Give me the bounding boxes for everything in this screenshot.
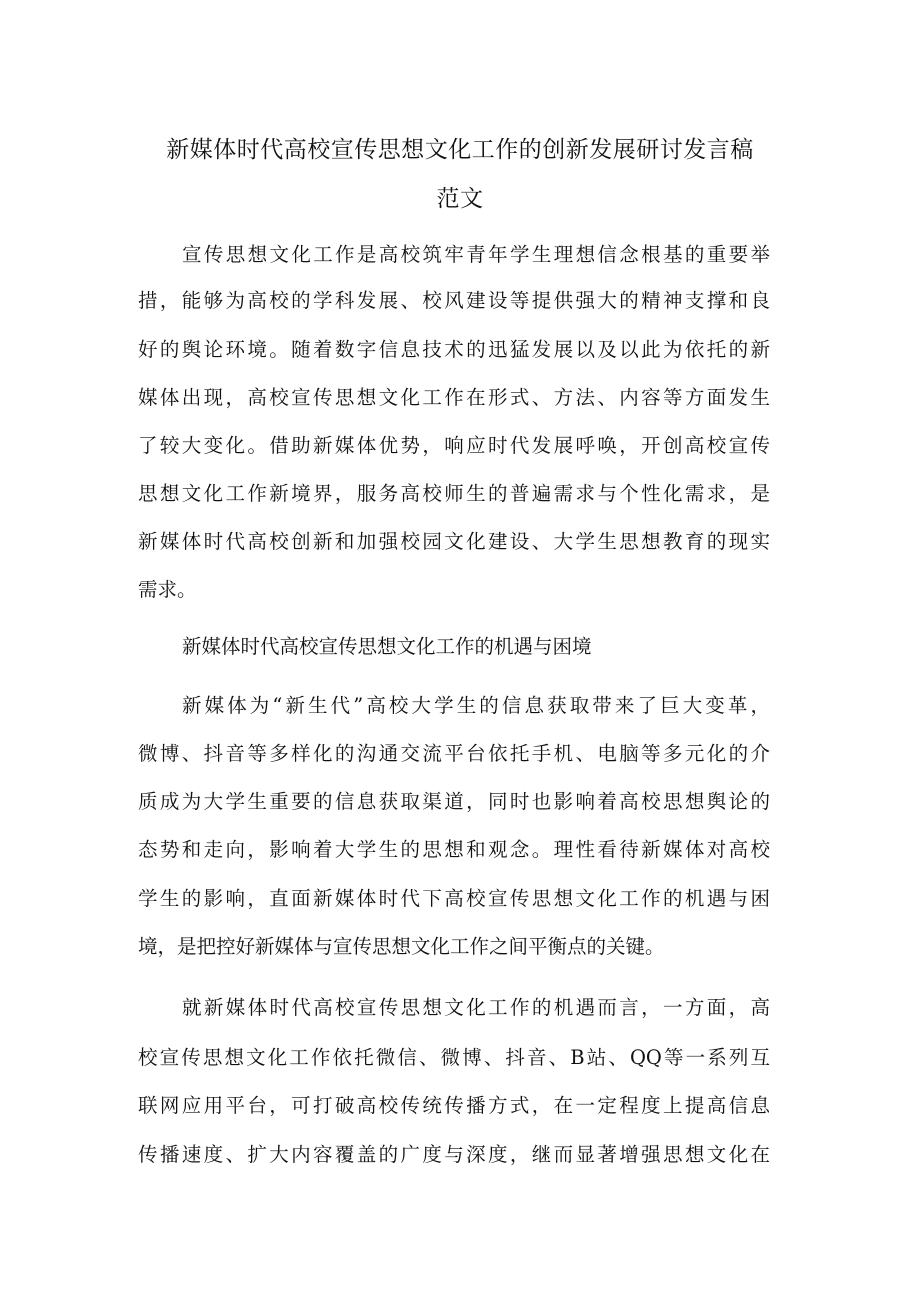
paragraph-1-line: 思想文化工作新境界，服务高校师生的普遍需求与个性化需求，是	[138, 482, 770, 505]
paragraph-3-line: 就新媒体时代高校宣传思想文化工作的机遇而言，一方面，高	[182, 996, 770, 1019]
paragraph-2-line: 学生的影响，直面新媒体时代下高校宣传思想文化工作的机遇与困	[138, 887, 770, 910]
paragraph-1-line: 宣传思想文化工作是高校筑牢青年学生理想信念根基的重要举	[182, 243, 770, 266]
paragraph-1-line: 好的舆论环境。随着数字信息技术的迅猛发展以及以此为依托的新	[138, 338, 770, 361]
paragraph-1-line: 媒体出现，高校宣传思想文化工作在形式、方法、内容等方面发生	[138, 386, 770, 409]
paragraph-2-line: 境，是把控好新媒体与宣传思想文化工作之间平衡点的关键。	[138, 935, 665, 958]
section-heading: 新媒体时代高校宣传思想文化工作的机遇与困境	[182, 635, 592, 658]
document-title-line-1: 新媒体时代高校宣传思想文化工作的创新发展研讨发言稿	[166, 137, 754, 163]
document-title-line-2: 范文	[436, 186, 484, 212]
paragraph-1-line: 新媒体时代高校创新和加强校园文化建设、大学生思想教育的现实	[138, 530, 770, 553]
paragraph-2-line: 微博、抖音等多样化的沟通交流平台依托手机、电脑等多元化的介	[138, 742, 770, 765]
paragraph-2-line: 质成为大学生重要的信息获取渠道，同时也影响着高校思想舆论的	[138, 790, 770, 813]
paragraph-3-line: 校宣传思想文化工作依托微信、微博、抖音、B站、QQ等一系列互	[138, 1046, 770, 1069]
paragraph-1-line: 措，能够为高校的学科发展、校风建设等提供强大的精神支撑和良	[138, 289, 770, 312]
paragraph-2-line: 态势和走向，影响着大学生的思想和观念。理性看待新媒体对高校	[138, 838, 770, 861]
paragraph-1-line: 了较大变化。借助新媒体优势，响应时代发展呼唤，开创高校宣传	[138, 434, 770, 457]
paragraph-1-line: 需求。	[138, 578, 197, 601]
paragraph-3-line: 传播速度、扩大内容覆盖的广度与深度，继而显著增强思想文化在	[138, 1143, 770, 1166]
paragraph-2-line: 新媒体为“新生代”高校大学生的信息获取带来了巨大变革，	[182, 694, 770, 717]
paragraph-3-line: 联网应用平台，可打破高校传统传播方式，在一定程度上提高信息	[138, 1094, 770, 1117]
